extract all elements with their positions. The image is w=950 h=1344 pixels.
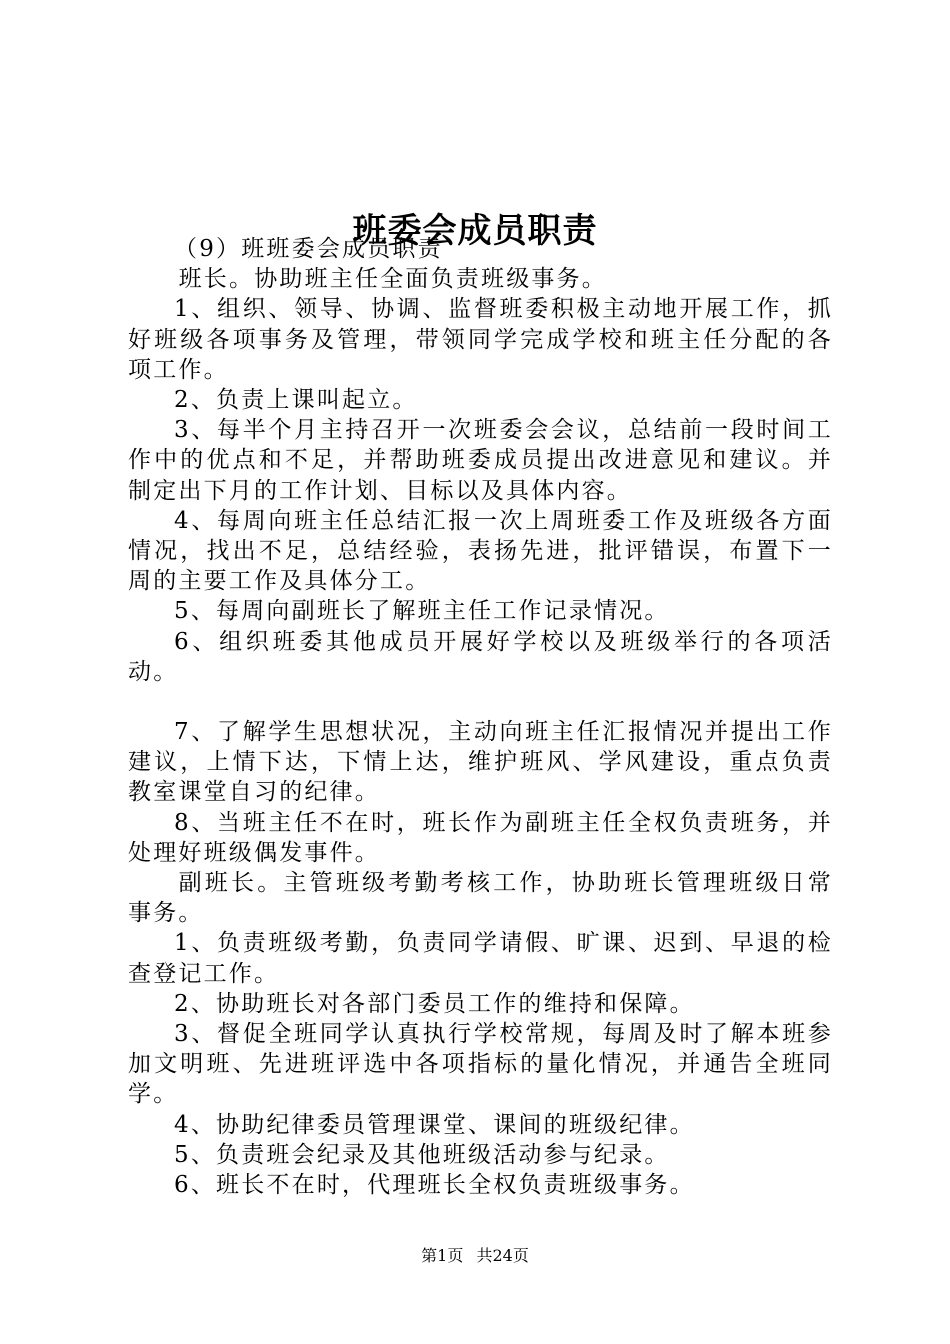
page-total: 共24页 [476, 1246, 529, 1265]
section-heading: （9）班班委会成员职责 [174, 236, 443, 262]
page-footer [0, 1246, 950, 1266]
role-heading-monitor: 班长。协助班主任全面负责班级事务。 [178, 266, 607, 293]
document-body [128, 234, 833, 1200]
vice-monitor-duty-6: 6、班长不在时，代理班长全权负责班级事务。 [174, 1172, 695, 1199]
vice-monitor-duty-3: 3、督促全班同学认真执行学校常规，每周及时了解本班参加文明班、先进班评选中各项指标的量化情况，并通告全班同学。 [128, 1021, 833, 1108]
monitor-duty-3: 3、每半个月主持召开一次班委会会议，总结前一段时间工作中的优点和不足，并帮助班委成员提出改进意见和建议。并制定出下月的工作计划、目标以及具体内容。 [128, 417, 833, 504]
monitor-duty-6: 6、组织班委其他成员开展好学校以及班级举行的各项活动。 [128, 628, 833, 685]
monitor-duty-7: 7、了解学生思想状况，主动向班主任汇报情况并提出工作建议，上情下达，下情上达，维护班风、学风建设，重点负责教室课堂自习的纪律。 [128, 719, 833, 806]
vice-monitor-duty-2: 2、协助班长对各部门委员工作的维持和保障。 [174, 990, 695, 1017]
monitor-duty-4: 4、每周向班主任总结汇报一次上周班委工作及班级各方面情况，找出不足，总结经验，表扬先进，批评错误，布置下一周的主要工作及具体分工。 [128, 507, 833, 595]
vice-monitor-duty-5: 5、负责班会纪录及其他班级活动参与纪录。 [174, 1141, 670, 1168]
page-number: 第1页 [421, 1246, 464, 1265]
vice-monitor-duty-4: 4、协助纪律委员管理课堂、课间的班级纪律。 [174, 1111, 695, 1138]
monitor-duty-2: 2、负责上课叫起立。 [174, 387, 418, 414]
vice-monitor-duty-1: 1、负责班级考勤，负责同学请假、旷课、迟到、早退的检查登记工作。 [128, 930, 833, 987]
monitor-duty-1: 1、组织、领导、协调、监督班委积极主动地开展工作，抓好班级各项事务及管理，带领同学完成学校和班主任分配的各项工作。 [128, 296, 833, 383]
role-heading-vice-monitor: 副班长。主管班级考勤考核工作，协助班长管理班级日常事务。 [128, 870, 833, 927]
page-title: 班委会成员职责 [352, 210, 598, 251]
monitor-duty-8: 8、当班主任不在时，班长作为副班主任全权负责班务，并处理好班级偶发事件。 [128, 809, 833, 866]
monitor-duty-5: 5、每周向副班长了解班主任工作记录情况。 [174, 598, 670, 625]
